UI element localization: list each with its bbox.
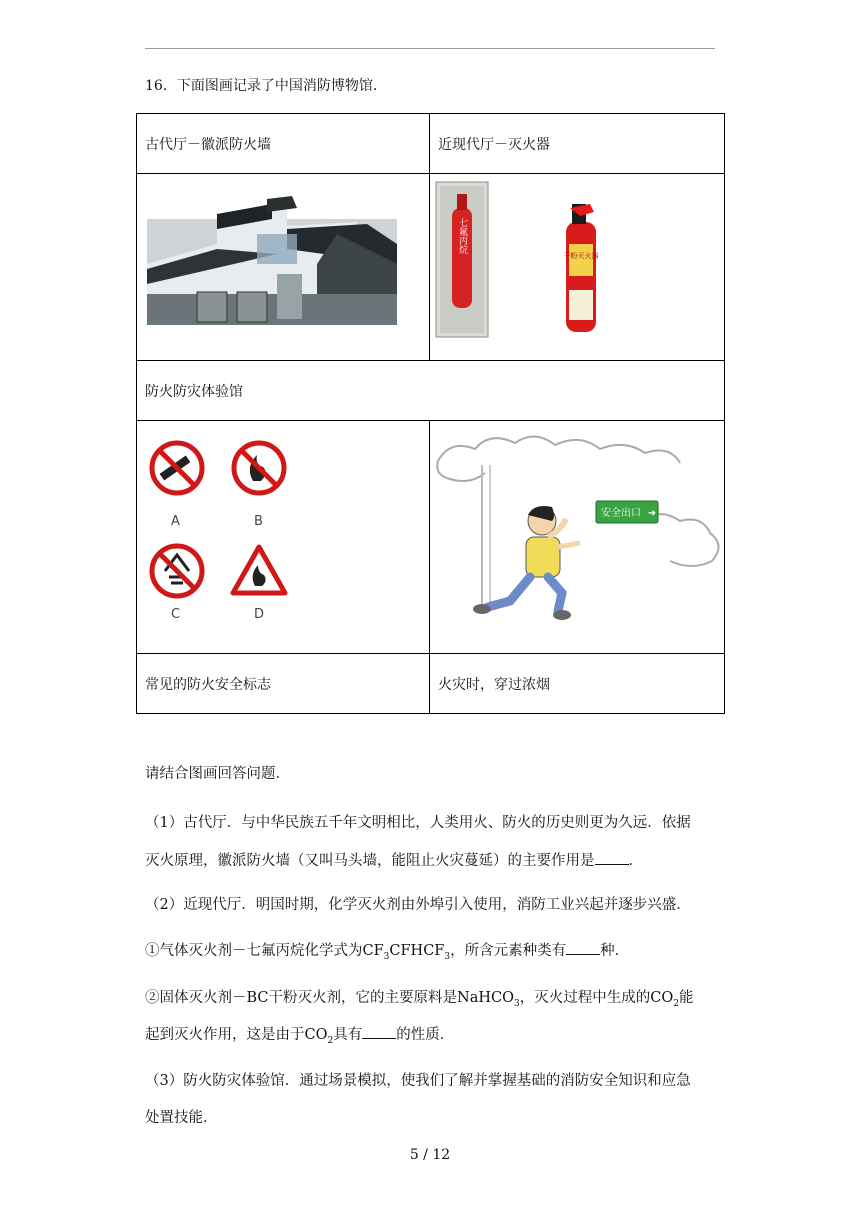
svg-text:➜: ➜ bbox=[647, 508, 657, 519]
cell-extinguisher-photo bbox=[430, 174, 725, 361]
cell-smoke-caption: 火灾时，穿过浓烟 bbox=[430, 654, 725, 714]
sign-label-b: B bbox=[254, 514, 263, 529]
cell-signs-caption: 常见的防火安全标志 bbox=[137, 654, 430, 714]
huizhou-firewall-image bbox=[137, 174, 429, 356]
q2b-answer-blank[interactable] bbox=[362, 1026, 396, 1039]
sign-label-a: A bbox=[171, 514, 180, 529]
q2a-answer-blank[interactable] bbox=[566, 942, 600, 955]
intro-text: 请结合图画回答问题． bbox=[145, 766, 290, 782]
smoke-escape-illustration bbox=[430, 421, 724, 649]
q3-line1: （3）防火防灾体验馆．通过场景模拟，使我们了解并掌握基础的消防安全知识和应急 bbox=[145, 1073, 691, 1089]
cell-fire-signs bbox=[137, 421, 430, 654]
cell-firewall-photo bbox=[137, 174, 430, 361]
no-smoking-icon bbox=[152, 443, 202, 493]
q2b-line2: 起到灭火作用，这是由于$CO_2$具有 的性质． bbox=[145, 1027, 455, 1046]
cell-smoke-escape bbox=[430, 421, 725, 654]
cell-experience-hall: 防火防灾体验馆 bbox=[137, 361, 725, 421]
no-open-flame-icon bbox=[234, 443, 284, 493]
exit-sign-label: 安全出口 bbox=[601, 508, 641, 519]
question-title: 16．下面图画记录了中国消防博物馆． bbox=[145, 78, 387, 94]
q2b-line1: ②固体灭火剂－BC干粉灭火剂，它的主要原料是NaHCO$_3$，灭火过程中生成的$CO_2$能 bbox=[145, 990, 694, 1009]
page-number: 5 / 12 bbox=[409, 1147, 451, 1163]
sign-label-d: D bbox=[254, 607, 265, 622]
q1-answer-blank[interactable] bbox=[595, 852, 629, 865]
extinguisher-left-label: 七氟丙烷 bbox=[457, 218, 467, 254]
q1-line1: （1）古代厅．与中华民族五千年文明相比，人类用火、防火的历史则更为久远．依据 bbox=[145, 815, 691, 831]
extinguisher-right-label: 干粉灭火器 bbox=[563, 252, 599, 260]
fire-extinguishers-image bbox=[430, 174, 724, 356]
flammable-warning-icon bbox=[233, 547, 285, 593]
no-fireworks-icon bbox=[152, 546, 202, 596]
header-rule bbox=[145, 48, 715, 49]
fire-safety-signs bbox=[137, 421, 429, 649]
q3-line2: 处置技能． bbox=[145, 1110, 218, 1126]
q2-line1: （2）近现代厅．明国时期，化学灭火剂由外埠引入使用，消防工业兴起并逐步兴盛． bbox=[145, 897, 691, 913]
q1-line2: 灭火原理，徽派防火墙（又叫马头墙，能阻止火灾蔓延）的主要作用是 ． bbox=[145, 853, 643, 869]
cell-ancient-hall: 古代厅－徽派防火墙 bbox=[137, 114, 430, 174]
cell-modern-hall: 近现代厅－灭火器 bbox=[430, 114, 725, 174]
q2a-line: ①气体灭火剂－七氟丙烷化学式为$CF_3CFHCF_3$，所含元素种类有 种． bbox=[145, 943, 630, 962]
museum-table bbox=[136, 113, 725, 714]
sign-label-c: C bbox=[171, 607, 181, 622]
